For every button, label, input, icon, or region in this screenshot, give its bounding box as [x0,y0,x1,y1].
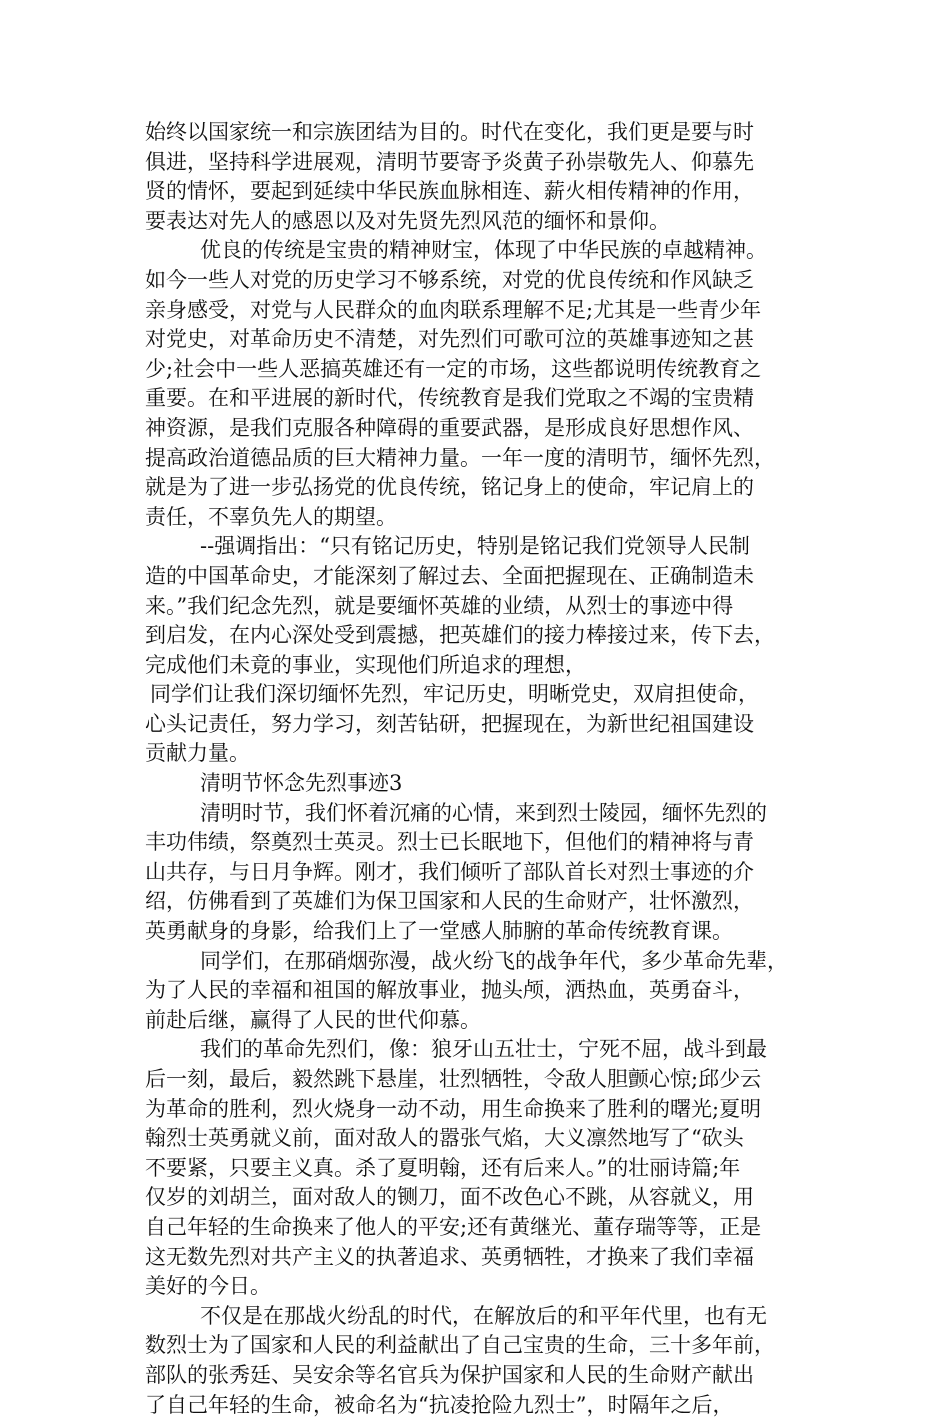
text-line: 如今一些人对党的历史学习不够系统，对党的优良传统和作风缺乏 [145,267,754,292]
text-line: 责任，不辜负先人的期望。 [145,504,397,529]
text-line: 到启发，在内心深处受到震撼，把英雄们的接力棒接过来，传下去， [145,623,775,648]
text-line: 提高政治道德品质的巨大精神力量。一年一度的清明节，缅怀先烈， [145,445,775,470]
text-line: 来。”我们纪念先烈，就是要缅怀英雄的业绩，从烈士的事迹中得 [145,593,734,618]
text-line: 亲身感受，对党与人民群众的血肉联系理解不足;尤其是一些青少年 [145,297,762,322]
paragraph-first-line: 我们的革命先烈们，像：狼牙山五壮士，宁死不屈，战斗到最 [200,1037,767,1062]
text-line: 俱进，坚持科学进展观，清明节要寄予炎黄子孙崇敬先人、仰慕先 [145,149,754,174]
paragraph-first-line: 优良的传统是宝贵的精神财宝，体现了中华民族的卓越精神。 [200,238,767,263]
paragraph-first-line: --强调指出：“只有铭记历史，特别是铭记我们党领导人民制 [200,534,750,559]
text-line: 贤的情怀，要起到延续中华民族血脉相连、薪火相传精神的作用， [145,179,754,204]
section-heading: 清明节怀念先烈事迹3 [200,771,403,796]
paragraph-first-line: 不仅是在那战火纷乱的时代，在解放后的和平年代里，也有无 [200,1303,767,1328]
text-line: 不要紧，只要主义真。杀了夏明翰，还有后来人。”的壮丽诗篇;年 [145,1155,741,1180]
paragraph-first-line: 同学们让我们深切缅怀先烈，牢记历史，明晰党史，双肩担使命， [150,682,759,707]
text-line: 前赴后继，赢得了人民的世代仰慕。 [145,1007,481,1032]
text-line: 要表达对先人的感恩以及对先贤先烈风范的缅怀和景仰。 [145,208,670,233]
text-line: 山共存，与日月争辉。刚才，我们倾听了部队首长对烈士事迹的介 [145,859,754,884]
text-line: 对党史，对革命历史不清楚，对先烈们可歌可泣的英雄事迹知之甚 [145,327,754,352]
paragraph-first-line: 清明时节，我们怀着沉痛的心情，来到烈士陵园，缅怀先烈的 [200,800,767,825]
text-line: 绍，仿佛看到了英雄们为保卫国家和人民的生命财产，壮怀激烈， [145,889,754,914]
text-line: 为革命的胜利，烈火烧身一动不动，用生命换来了胜利的曙光;夏明 [145,1096,762,1121]
text-line: 美好的今日。 [145,1274,271,1299]
text-line: 英勇献身的身影，给我们上了一堂感人肺腑的革命传统教育课。 [145,919,733,944]
text-line: 为了人民的幸福和祖国的解放事业，抛头颅，洒热血，英勇奋斗， [145,978,754,1003]
text-line: 贡献力量。 [145,741,250,766]
text-line: 后一刻，最后，毅然跳下悬崖，壮烈牺牲，令敌人胆颤心惊;邱少云 [145,1067,762,1091]
text-line: 重要。在和平进展的新时代，传统教育是我们党取之不竭的宝贵精 [145,386,754,411]
text-line: 完成他们未竟的事业，实现他们所追求的理想， [145,652,586,677]
text-line: 数烈士为了国家和人民的利益献出了自己宝贵的生命，三十多年前， [145,1333,775,1358]
paragraph-first-line: 同学们，在那硝烟弥漫，战火纷飞的战争年代，多少革命先辈， [200,948,788,973]
text-line: 少;社会中一些人恶搞英雄还有一定的市场，这些都说明传统教育之 [145,356,762,381]
text-line: 造的中国革命史，才能深刻了解过去、全面把握现在、正确制造未 [145,563,754,588]
text-line: 丰功伟绩，祭奠烈士英灵。烈士已长眠地下，但他们的精神将与青 [145,830,754,855]
text-line: 心头记责任，努力学习，刻苦钻研，把握现在，为新世纪祖国建设 [145,711,754,736]
text-line: 翰烈士英勇就义前，面对敌人的嚣张气焰，大义凛然地写了“砍头 [145,1126,744,1151]
document-body [145,118,810,1420]
text-line: 仅岁的刘胡兰，面对敌人的铡刀，面不改色心不跳，从容就义，用 [145,1185,754,1210]
text-line: 神资源，是我们克服各种障碍的重要武器，是形成良好思想作风、 [145,415,754,440]
text-line: 就是为了进一步弘扬党的优良传统，铭记身上的使命，牢记肩上的 [145,475,754,500]
text-line: 始终以国家统一和宗族团结为目的。时代在变化，我们更是要与时 [145,120,754,144]
text-line: 部队的张秀廷、吴安余等名官兵为保护国家和人民的生命财产献出 [145,1362,754,1387]
text-line: 自己年轻的生命换来了他人的平安;还有黄继光、董存瑞等等，正是 [145,1214,762,1239]
text-line: 了自己年轻的生命，被命名为“抗凌抢险九烈士”，时隔年之后， [145,1392,734,1417]
text-line: 这无数先烈对共产主义的执著追求、英勇牺牲，才换来了我们幸福 [145,1244,754,1269]
